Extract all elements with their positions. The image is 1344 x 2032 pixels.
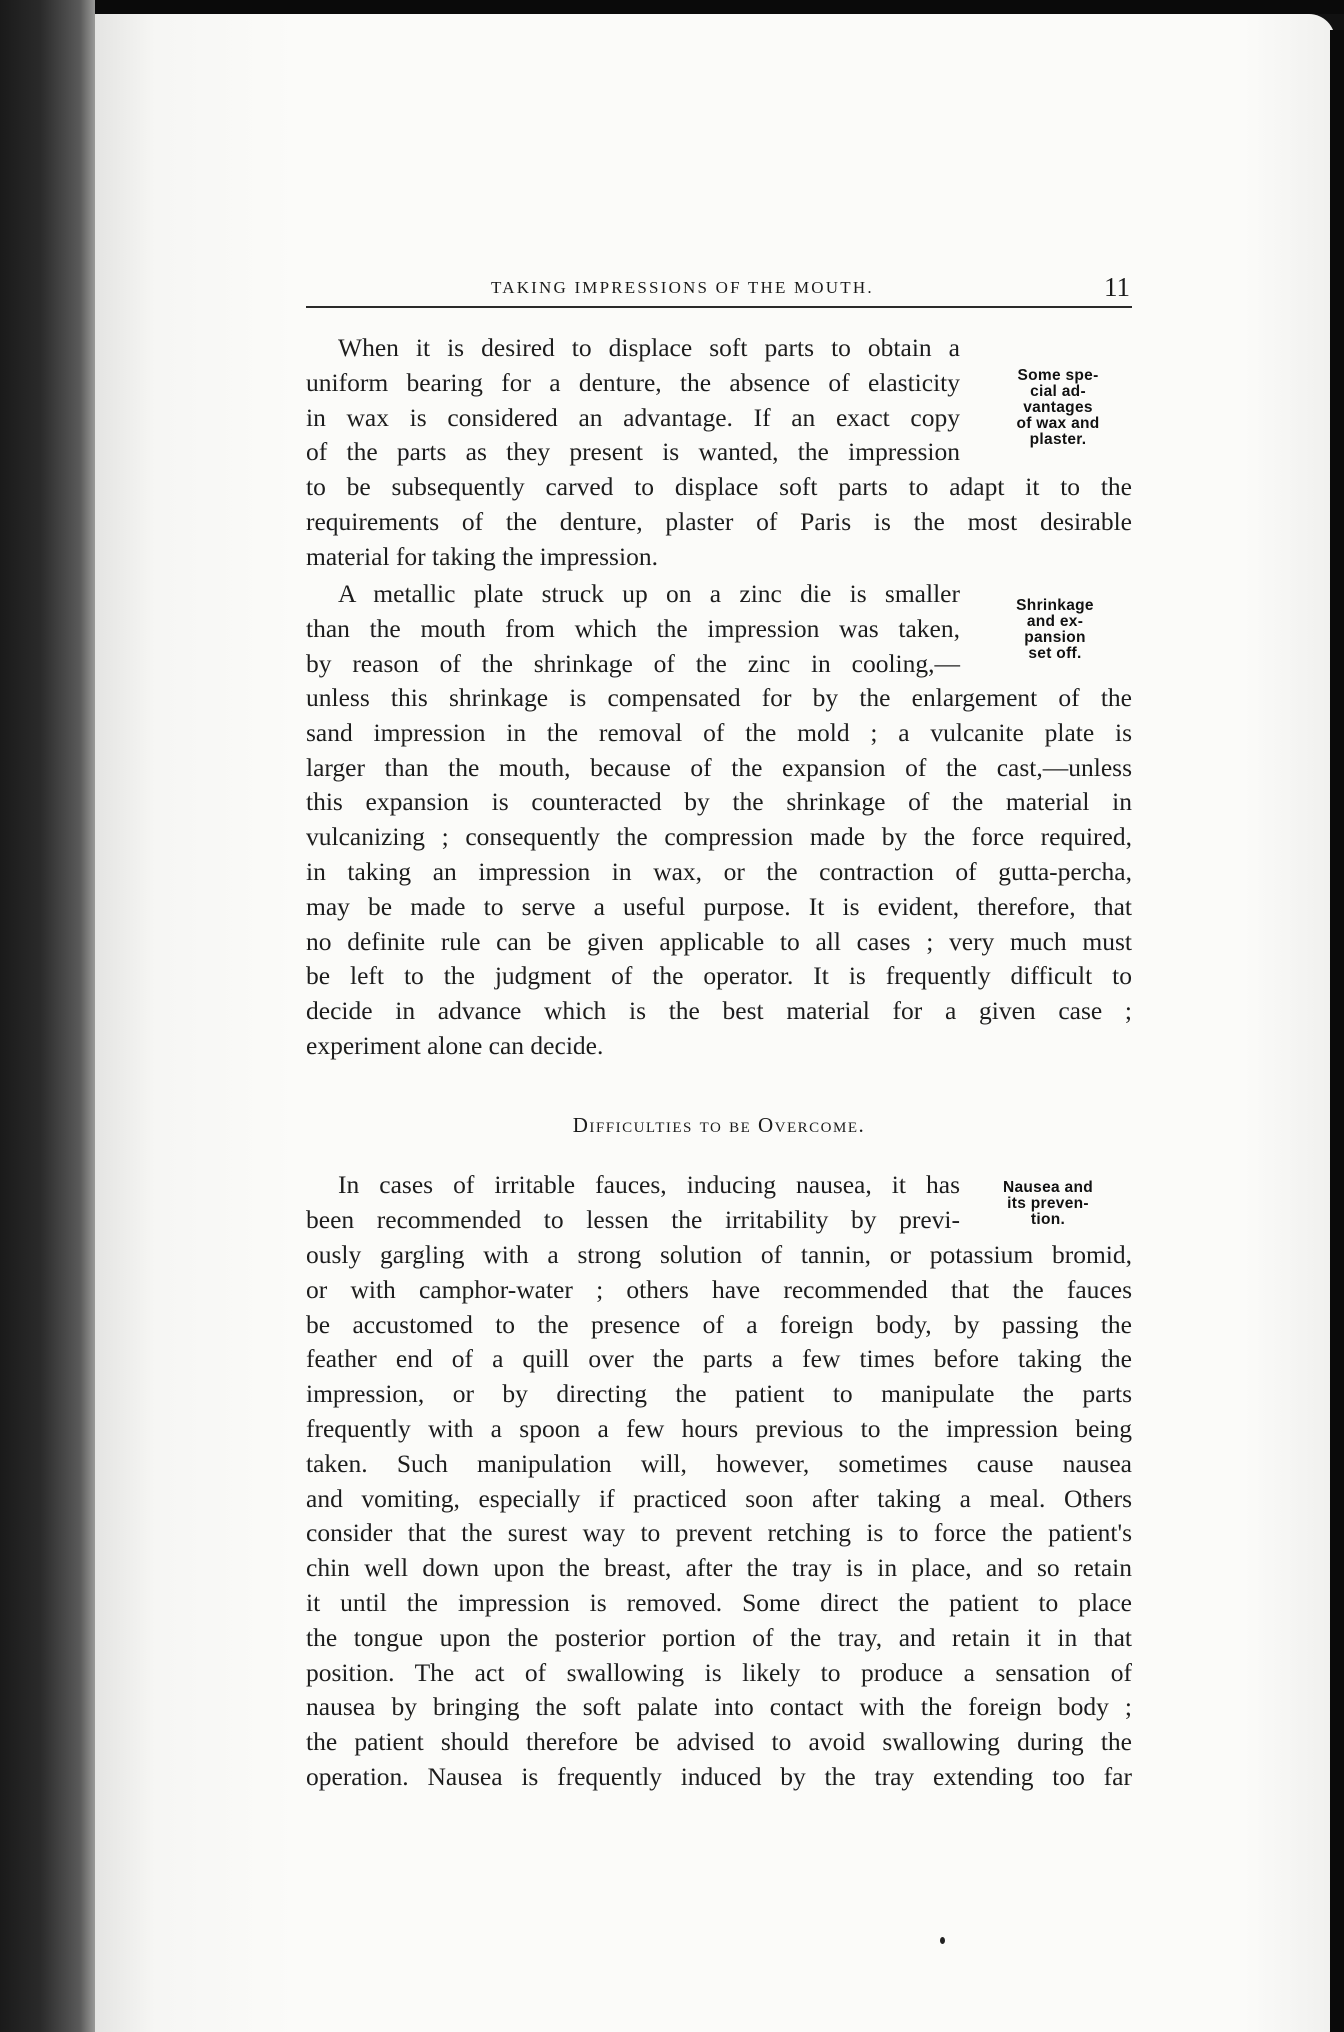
- book-spine-shadow: [0, 0, 95, 2032]
- text-line: be accustomed to the presence of a foreign body, by passing the: [306, 1309, 1132, 1339]
- text-line: material for taking the impression.: [306, 541, 658, 571]
- scan-top-border: [0, 0, 1344, 14]
- text-line: experiment alone can decide.: [306, 1030, 604, 1060]
- text-line: or with camphor-water ; others have recommended that the fauces: [306, 1274, 1132, 1304]
- text-line: uniform bearing for a denture, the absence of elasticity: [306, 367, 960, 397]
- text-line: by reason of the shrinkage of the zinc in cooling,—: [306, 648, 960, 678]
- text-line: the patient should therefore be advised to avoid swallowing during the: [306, 1727, 1132, 1757]
- text-line: requirements of the denture, plaster of Paris is the most desirable: [306, 506, 1132, 536]
- text-line: taken. Such manipulation will, however, sometimes cause nausea: [306, 1448, 1132, 1478]
- margin-note-shrinkage: Shrinkage and ex- pansion set off.: [1016, 597, 1094, 662]
- text-line: consider that the surest way to prevent retching is to force the patient's: [306, 1518, 1132, 1548]
- text-line: sand impression in the removal of the mold ; a vulcanite plate is: [306, 717, 1132, 747]
- text-line: ously gargling with a strong solution of tannin, or potassium bromid,: [306, 1240, 1132, 1269]
- text-line: no definite rule can be given applicable to all cases ; very much must: [306, 926, 1132, 956]
- text-line: be left to the judgment of the operator. It is frequently difficult to: [306, 961, 1132, 991]
- text-line: in taking an impression in wax, or the contraction of gutta-percha,: [306, 856, 1132, 886]
- text-line: larger than the mouth, because of the expansion of the cast,—unless: [306, 752, 1132, 782]
- text-line: position. The act of swallowing is likely to produce a sensation of: [306, 1657, 1132, 1687]
- paragraph-2-narrow: [306, 577, 960, 681]
- text-line: been recommended to lessen the irritability by previ-: [306, 1204, 960, 1234]
- text-line: this expansion is counteracted by the shrinkage of the material in: [306, 787, 1132, 817]
- text-line: it until the impression is removed. Some direct the patient to place: [306, 1587, 1132, 1617]
- text-line: to be subsequently carved to displace soft parts to adapt it to the: [306, 472, 1132, 501]
- paragraph-3-full: [306, 1238, 1132, 1795]
- paragraph-2-full: [306, 681, 1132, 1064]
- text-line: vulcanizing ; consequently the compression made by the force required,: [306, 822, 1132, 852]
- page-number: 11: [1104, 272, 1130, 302]
- text-line: When it is desired to displace soft parts to obtain a: [338, 333, 960, 362]
- text-line: may be made to serve a useful purpose. It is evident, therefore, that: [306, 891, 1132, 921]
- running-head-title: TAKING IMPRESSIONS OF THE MOUTH.: [491, 278, 874, 297]
- text-line: A metallic plate struck up on a zinc die is smaller: [338, 579, 960, 608]
- text-line: in wax is considered an advantage. If an exact copy: [306, 402, 960, 432]
- text-line: and vomiting, especially if practiced soon after taking a meal. Others: [306, 1483, 1132, 1513]
- text-line: In cases of irritable fauces, inducing nausea, it has: [338, 1170, 960, 1199]
- margin-note-nausea: Nausea and its preven- tion.: [1002, 1179, 1093, 1228]
- scan-right-border: [1330, 30, 1344, 2032]
- section-heading: Difficulties to be Overcome.: [572, 1113, 866, 1137]
- text-line: feather end of a quill over the parts a few times before taking the: [306, 1344, 1132, 1374]
- text-line: operation. Nausea is frequently induced by the tray extending too far: [306, 1761, 1132, 1791]
- text-line: chin well down upon the breast, after the tray is in place, and so retain: [306, 1553, 1132, 1583]
- margin-note-wax-plaster: Some spe- cial ad- vantages of wax and plaster.: [1016, 367, 1100, 448]
- paragraph-1-full: [306, 470, 1132, 574]
- header-rule: [306, 306, 1132, 308]
- text-line: of the parts as they present is wanted, the impression: [306, 437, 960, 467]
- text-line: unless this shrinkage is compensated for by the enlargement of the: [306, 683, 1132, 712]
- ink-speck: [940, 1937, 945, 1944]
- paragraph-1-narrow: [306, 331, 960, 470]
- text-line: frequently with a spoon a few hours previous to the impression being: [306, 1413, 1132, 1443]
- text-line: nausea by bringing the soft palate into contact with the foreign body ;: [306, 1692, 1132, 1722]
- text-line: decide in advance which is the best material for a given case ;: [306, 996, 1132, 1026]
- paragraph-3-narrow: [306, 1168, 960, 1238]
- text-line: than the mouth from which the impression was taken,: [306, 613, 960, 643]
- text-line: the tongue upon the posterior portion of the tray, and retain it in that: [306, 1622, 1132, 1652]
- running-head: [306, 272, 1134, 306]
- text-line: impression, or by directing the patient to manipulate the parts: [306, 1379, 1132, 1409]
